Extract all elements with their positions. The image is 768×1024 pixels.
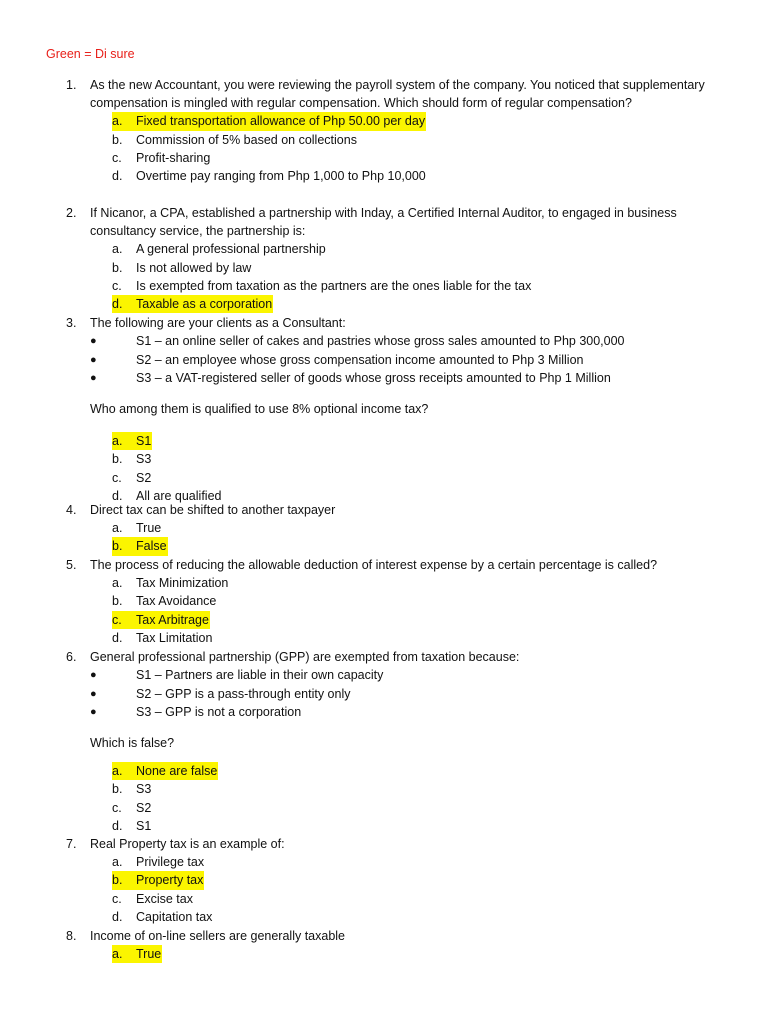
option-letter: a. [112,855,123,870]
question-stem: The following are your clients as a Consultant: [90,316,346,330]
bullet-icon: ● [90,687,97,700]
question-number: 2. [66,206,77,220]
sub-question: Who among them is qualified to use 8% optional income tax? [90,401,429,416]
question-3 [66,314,716,505]
question-number: 7. [66,837,77,851]
option-letter: b. [112,782,123,797]
option-letter: d. [112,488,123,503]
option-text: True [136,945,162,963]
question-number: 4. [66,503,77,517]
option-text: None are false [136,762,218,780]
option-letter: b. [112,871,136,889]
question-stem: Real Property tax is an example of: [90,837,285,851]
option-letter: c. [112,150,122,165]
statement-s1 [90,666,716,685]
question-stem: As the new Accountant, you were reviewing the payroll system of the company. You noticed that supplementary compensation is mingled with regular compensation. Which should form of regular compensation? [90,78,705,111]
option-c [112,799,716,817]
bullet-icon: ● [90,372,97,385]
option-letter: c. [112,891,122,906]
option-letter: a. [112,521,123,536]
option-a [112,519,716,537]
option-letter: a. [112,576,123,591]
option-d [112,167,716,185]
question-number: 8. [66,929,77,943]
option-c [112,469,716,487]
option-b [112,259,716,277]
option-a [112,853,716,871]
option-text: S3 [136,452,152,467]
bullet-icon: ● [90,335,97,348]
option-text: Is not allowed by law [136,260,252,275]
option-c [112,890,716,908]
option-a [112,432,716,450]
option-a [112,112,716,130]
option-d [112,817,716,835]
option-letter: a. [112,762,136,780]
option-text: Privilege tax [136,855,205,870]
option-letter: c. [112,800,122,815]
option-text: S1 [136,818,152,833]
option-text: True [136,521,162,536]
question-stem: General professional partnership (GPP) are exempted from taxation because: [90,650,520,664]
option-text: Tax Avoidance [136,594,217,609]
option-text: Property tax [136,871,204,889]
option-text: Excise tax [136,891,193,906]
option-text: Tax Limitation [136,630,213,645]
option-letter: a. [112,945,136,963]
question-7 [66,835,716,926]
bullet-icon: ● [90,669,97,682]
statement-s2 [90,685,716,704]
option-b [112,592,716,610]
statement-text: S2 – GPP is a pass-through entity only [136,686,351,701]
question-stem: Income of on-line sellers are generally taxable [90,929,345,943]
option-b [112,450,716,468]
option-letter: c. [112,611,136,629]
option-text: A general professional partnership [136,242,326,257]
option-d [112,629,716,647]
option-letter: d. [112,168,123,183]
option-text: S2 [136,470,152,485]
question-4 [66,501,716,556]
statement-text: S3 – GPP is not a corporation [136,705,302,720]
option-letter: c. [112,278,122,293]
question-5 [66,556,716,647]
option-text: False [136,537,168,555]
statement-s2 [90,351,716,370]
question-stem: Direct tax can be shifted to another taxpayer [90,503,336,517]
option-b [112,780,716,798]
option-text: Commission of 5% based on collections [136,132,357,147]
option-a [112,240,716,258]
option-a [112,762,716,780]
option-letter: b. [112,260,123,275]
option-text: Taxable as a corporation [136,295,273,313]
option-letter: b. [112,594,123,609]
option-a [112,945,716,963]
option-d [112,295,716,313]
option-letter: c. [112,470,122,485]
question-stem: The process of reducing the allowable deduction of interest expense by a certain percentage is called? [90,558,658,572]
option-d [112,908,716,926]
option-c [112,611,716,629]
option-b [112,871,716,889]
option-letter: a. [112,432,136,450]
question-number: 1. [66,78,77,92]
option-b [112,537,716,555]
option-text: S1 [136,432,152,450]
option-text: Is exempted from taxation as the partners are the ones liable for the tax [136,278,532,293]
option-letter: d. [112,295,136,313]
option-a [112,574,716,592]
question-1 [66,76,716,185]
option-text: S2 [136,800,152,815]
option-b [112,131,716,149]
question-8 [66,927,716,963]
bullet-icon: ● [90,706,97,719]
statement-text: S3 – a VAT-registered seller of goods whose gross receipts amounted to Php 1 Million [136,371,611,386]
option-c [112,149,716,167]
option-text: Capitation tax [136,909,213,924]
option-letter: d. [112,909,123,924]
question-number: 6. [66,650,77,664]
sub-question: Which is false? [90,735,175,750]
option-text: Overtime pay ranging from Php 1,000 to Php 10,000 [136,168,426,183]
legend-note: Green = Di sure [46,47,135,61]
question-stem: If Nicanor, a CPA, established a partnership with Inday, a Certified Internal Auditor, to engaged in business consultancy service, the partnership is: [90,206,677,239]
option-letter: d. [112,818,123,833]
question-6 [66,648,716,835]
option-text: All are qualified [136,488,222,503]
option-text: Tax Minimization [136,576,229,591]
question-number: 5. [66,558,77,572]
statement-text: S1 – Partners are liable in their own capacity [136,668,384,683]
option-letter: a. [112,112,136,130]
option-letter: d. [112,630,123,645]
option-letter: b. [112,132,123,147]
option-text: Tax Arbitrage [136,611,210,629]
statement-s1 [90,332,716,351]
option-letter: a. [112,242,123,257]
option-text: Profit-sharing [136,150,211,165]
statement-text: S1 – an online seller of cakes and pastries whose gross sales amounted to Php 300,000 [136,334,625,349]
statement-s3 [90,703,716,722]
option-text: S3 [136,782,152,797]
statement-text: S2 – an employee whose gross compensation income amounted to Php 3 Million [136,352,584,367]
option-c [112,277,716,295]
option-letter: b. [112,537,136,555]
option-letter: b. [112,452,123,467]
option-text: Fixed transportation allowance of Php 50.00 per day [136,112,426,130]
question-number: 3. [66,316,77,330]
bullet-icon: ● [90,353,97,366]
question-2 [66,204,716,313]
statement-s3 [90,369,716,388]
